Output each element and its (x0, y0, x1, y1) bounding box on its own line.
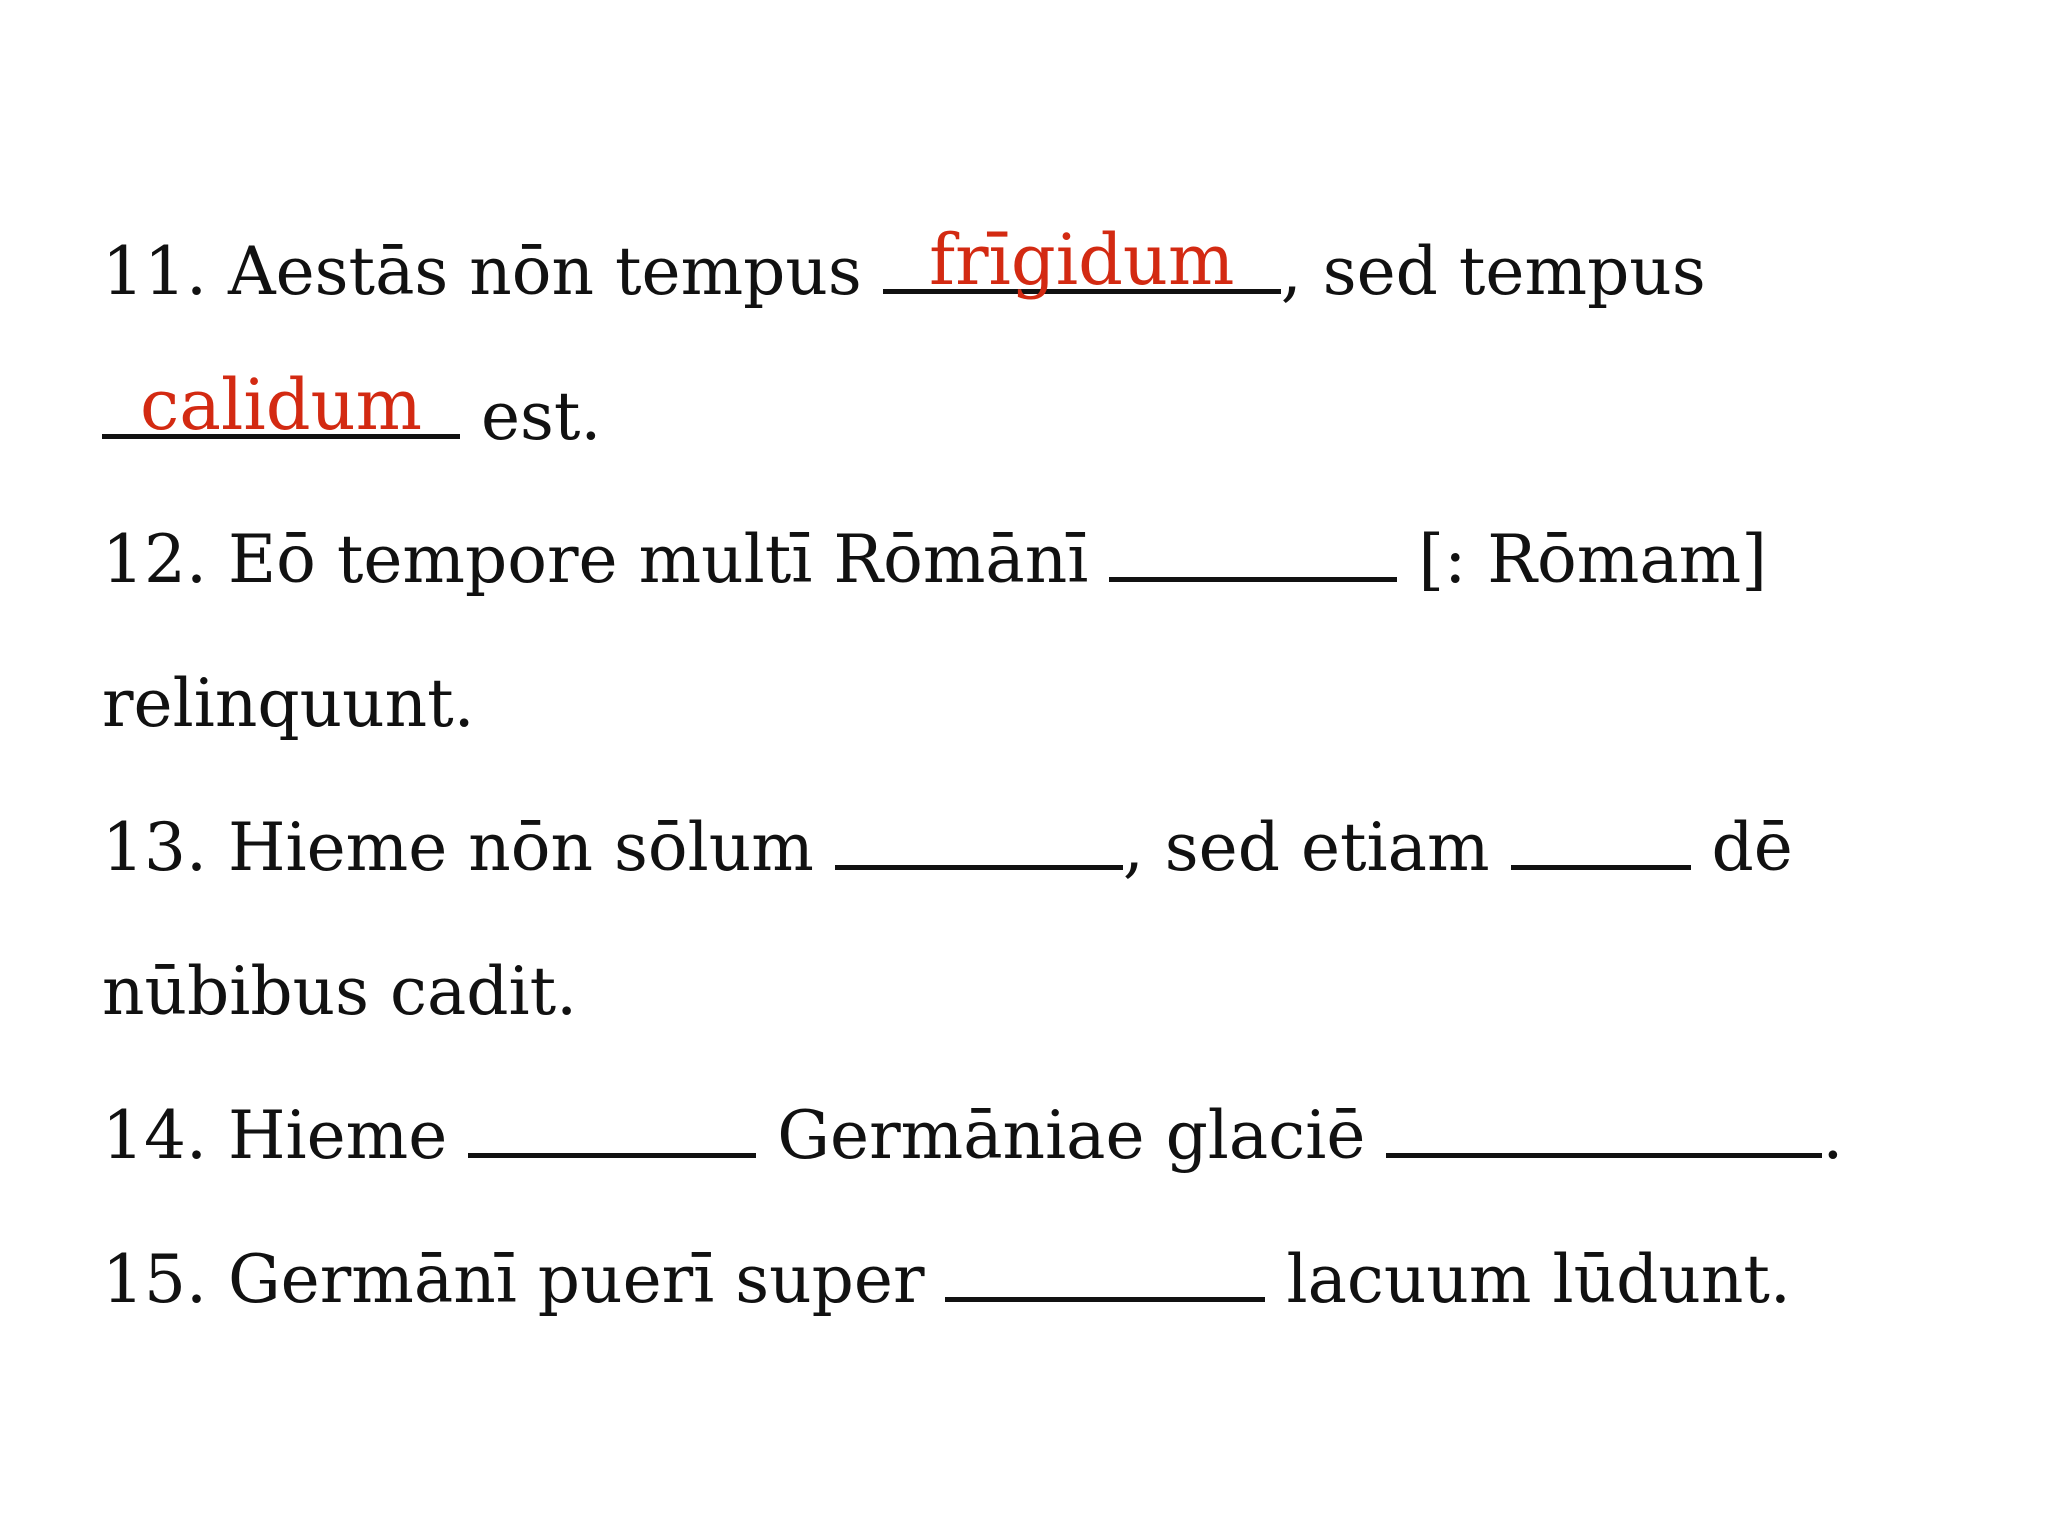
exercise-13-line-2 (102, 952, 577, 1032)
exercise-14-line-1 (102, 1096, 1843, 1176)
sentence-text: Eō tempore multī Rōmānī (227, 521, 1089, 598)
exercise-13-line-1 (102, 808, 1793, 888)
sentence-text: Aestās nōn tempus (227, 233, 862, 310)
blank-field[interactable] (883, 219, 1281, 301)
exercise-number: 13. (102, 809, 207, 886)
sentence-text: Hieme nōn sōlum (227, 809, 814, 886)
sentence-text: nūbibus cadit. (102, 953, 578, 1030)
blank-field[interactable] (1386, 1101, 1822, 1158)
exercise-15-line-1 (102, 1240, 1791, 1320)
filled-answer: calidum (140, 364, 422, 446)
exercise-11-line-1 (102, 219, 1706, 312)
exercise-12-line-2 (102, 664, 475, 744)
sentence-text: lacuum lūdunt. (1286, 1241, 1791, 1318)
sentence-text: relinquunt. (102, 665, 475, 742)
blank-field[interactable] (102, 364, 460, 446)
exercise-12-line-1 (102, 520, 1767, 600)
sentence-text: Germāniae glaciē (777, 1097, 1366, 1174)
blank-field[interactable] (945, 1245, 1265, 1302)
sentence-text: [: Rōmam] (1418, 521, 1768, 598)
sentence-text: est. (480, 378, 602, 455)
filled-answer: frīgidum (929, 219, 1235, 301)
exercise-number: 14. (102, 1097, 207, 1174)
sentence-text: , sed tempus (1280, 233, 1706, 310)
blank-field[interactable] (1109, 525, 1397, 582)
blank-field[interactable] (1511, 813, 1691, 870)
exercise-11-line-2 (102, 364, 602, 457)
blank-field[interactable] (835, 813, 1123, 870)
exercise-number: 15. (102, 1241, 207, 1318)
exercise-number: 12. (102, 521, 207, 598)
exercise-number: 11. (102, 233, 207, 310)
blank-field[interactable] (468, 1101, 756, 1158)
sentence-text: . (1822, 1097, 1844, 1174)
sentence-text: Hieme (227, 1097, 448, 1174)
sentence-text: dē (1711, 809, 1793, 886)
sentence-text: , sed etiam (1122, 809, 1490, 886)
sentence-text: Germānī puerī super (227, 1241, 925, 1318)
